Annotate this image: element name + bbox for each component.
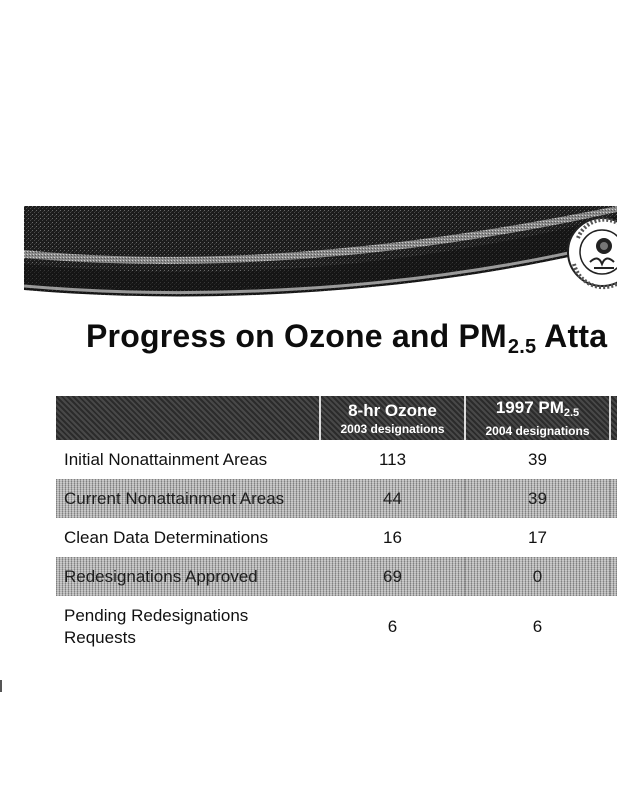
row-cut-off-cell (610, 518, 617, 557)
title-main: Progress on Ozone and PM (86, 318, 507, 354)
table-row (56, 440, 617, 479)
header-pm-label-subscript: 2.5 (563, 407, 580, 419)
epa-seal-icon (564, 212, 617, 292)
row-cut-off-cell (610, 557, 617, 596)
table-row (56, 518, 617, 557)
header-pm-label-text: 1997 PM (495, 398, 564, 417)
title-tail: Atta (536, 318, 608, 354)
header-ozone (320, 396, 465, 440)
row-label: Pending Redesignations Requests (64, 606, 249, 647)
row-cut-off-cell (610, 479, 617, 518)
slide-title (86, 318, 607, 359)
table-row (56, 557, 617, 596)
header-banner (24, 206, 617, 302)
row-label: Redesignations Approved (56, 557, 320, 596)
edge-artifact (0, 680, 2, 692)
ozone-value: 6 (387, 617, 398, 636)
ozone-value: 113 (378, 449, 407, 469)
pm-value: 39 (528, 449, 547, 469)
ozone-value: 16 (383, 527, 402, 547)
pm-value: 39 (465, 479, 610, 518)
row-label: Current Nonattainment Areas (56, 479, 320, 518)
header-pm (465, 396, 610, 440)
row-cut-off-cell (610, 440, 617, 479)
row-cut-off-cell (610, 596, 617, 658)
header-blank (56, 396, 320, 440)
header-pm-label (466, 398, 609, 423)
header-ozone-sublabel: 2003 designations (340, 421, 445, 436)
pm-value: 17 (528, 527, 547, 547)
pm-value: 6 (532, 617, 543, 636)
pm-value: 0 (465, 557, 610, 596)
banner-graphic (24, 206, 617, 302)
attainment-table-wrapper (56, 396, 617, 666)
row-label: Initial Nonattainment Areas (64, 449, 268, 469)
header-pm-sublabel: 2004 designations (485, 424, 590, 438)
attainment-table (56, 396, 617, 658)
table-row (56, 479, 617, 518)
title-subscript: 2.5 (507, 336, 537, 358)
row-label: Clean Data Determinations (64, 527, 269, 547)
ozone-value: 44 (320, 479, 465, 518)
table-row (56, 596, 617, 658)
header-ozone-label: 8-hr Ozone (348, 400, 437, 420)
table-header-row (56, 396, 617, 440)
header-cut-off (610, 396, 617, 440)
ozone-value: 69 (320, 557, 465, 596)
